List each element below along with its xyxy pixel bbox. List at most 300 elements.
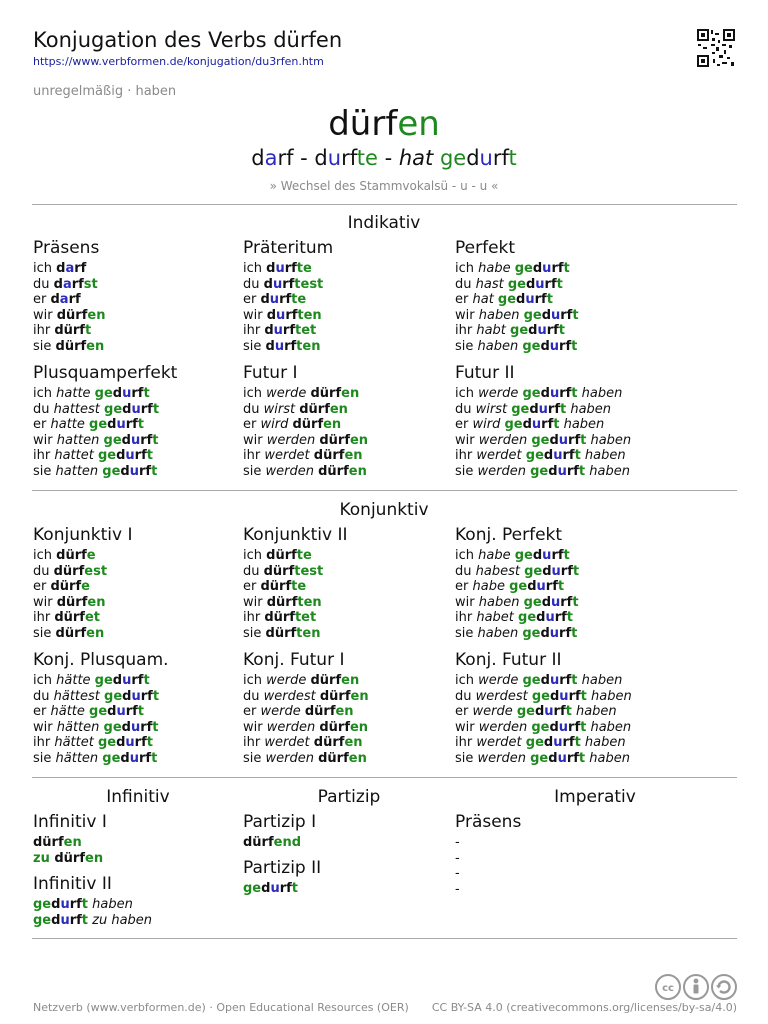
verb-form — [264, 610, 316, 625]
pronoun: er — [243, 417, 261, 433]
conjugation-line — [455, 433, 665, 449]
verb-segment: d — [529, 401, 539, 417]
verb-form — [102, 751, 157, 766]
tense-block-konjfutur2 — [455, 649, 665, 767]
auxiliary-verb: haben — [586, 688, 632, 704]
conjugation-line — [243, 386, 453, 402]
verb-segment: rf — [544, 276, 557, 292]
verb-segment: d — [543, 448, 554, 464]
pronoun: wir — [455, 594, 479, 610]
verb-segment: rf — [541, 417, 554, 433]
verb-form — [511, 402, 566, 417]
verb-segment: ge — [33, 897, 52, 912]
conjugation-line — [455, 261, 665, 277]
verb-segment: u — [125, 735, 135, 751]
verb-segment: u — [274, 338, 285, 354]
auxiliary-verb: haben — [559, 417, 605, 433]
verb-segment: u — [60, 897, 70, 912]
verb-segment: rf — [568, 688, 581, 704]
pronoun: ihr — [33, 323, 55, 339]
conjugation-line — [33, 579, 243, 595]
auxiliary-verb: haben — [478, 307, 524, 323]
verb-segment: t — [84, 323, 92, 339]
verb-segment: rf — [545, 579, 558, 595]
verb-segment: u — [538, 401, 548, 417]
section-title-partizip: Partizip — [317, 787, 381, 807]
verb-segment: d — [122, 401, 132, 417]
pronoun: ihr — [33, 735, 55, 751]
tense-title: Konj. Futur II — [455, 650, 562, 670]
pronoun: du — [33, 563, 54, 579]
verb-form — [531, 433, 586, 448]
auxiliary-verb: wirst — [263, 401, 300, 417]
verb-form — [526, 448, 581, 463]
conjugation-line — [455, 626, 665, 642]
verb-segment: d — [120, 750, 130, 766]
verb-form — [264, 323, 316, 338]
conjugation-line — [33, 433, 243, 449]
verb-segment: u — [545, 610, 555, 626]
verb-form — [509, 579, 564, 594]
auxiliary-verb: werdet — [476, 448, 526, 464]
conjugation-line — [243, 292, 453, 308]
verb-segment: tet — [294, 610, 317, 626]
auxiliary-verb: hat — [398, 146, 440, 170]
verb-segment: u — [549, 386, 560, 401]
verb-segment: d — [251, 146, 265, 170]
conjugation-line — [455, 564, 665, 580]
verb-form — [517, 704, 572, 719]
verb-segment: a — [62, 276, 72, 292]
verb-segment: rf — [341, 146, 357, 170]
auxiliary-verb: hatten — [56, 432, 104, 448]
conjugation-line — [455, 735, 665, 751]
verb-segment: d — [532, 548, 543, 563]
verb-segment: dürf — [50, 579, 82, 595]
conjugation-line — [455, 835, 665, 851]
verb-segment: t — [572, 563, 580, 579]
verb-segment: dürf — [319, 719, 350, 735]
verb-segment: dürf — [56, 594, 88, 610]
principal-part — [399, 146, 517, 170]
tense-title: Konjunktiv I — [33, 525, 133, 545]
auxiliary-verb: hätten — [55, 750, 103, 766]
verb-segment: rf — [566, 463, 579, 479]
auxiliary-verb: haben — [585, 750, 630, 766]
empty-form: - — [455, 881, 460, 897]
tense-block-partizip2 — [243, 857, 453, 897]
pronoun: du — [243, 688, 264, 704]
verb-segment: en — [341, 386, 360, 401]
verb-segment: en — [85, 850, 104, 866]
verb-segment: rf — [68, 292, 81, 308]
verb-segment: ge — [510, 323, 529, 339]
tense-title: Partizip II — [243, 858, 322, 878]
verb-form — [56, 626, 105, 641]
pronoun: ihr — [455, 448, 477, 464]
verb-segment: u — [269, 292, 280, 308]
conjugation-line — [243, 402, 453, 418]
verb-segment: rf — [551, 548, 564, 563]
pronoun: wir — [33, 432, 57, 448]
tense-block-praesens — [33, 237, 243, 355]
tense-block-infinitiv2 — [33, 873, 243, 928]
verb-segment: rf — [140, 688, 153, 704]
empty-form: - — [455, 835, 460, 850]
auxiliary-verb: werden — [478, 719, 532, 735]
pronoun: er — [243, 292, 261, 308]
svg-text:cc: cc — [662, 983, 674, 994]
verb-segment: d — [121, 432, 131, 448]
verb-form — [518, 610, 573, 625]
verb-segment: d — [543, 735, 554, 751]
verb-segment: ge — [104, 688, 123, 704]
verb-segment: d — [265, 338, 275, 354]
verb-properties: unregelmäßig · haben — [33, 84, 177, 99]
conjugation-line — [243, 323, 453, 339]
section-title-indikativ: Indikativ — [347, 213, 421, 233]
verb-segment: ge — [514, 548, 533, 563]
verb-segment: dürf — [53, 563, 85, 579]
verb-form — [299, 402, 348, 417]
conjugation-line — [455, 323, 665, 339]
auxiliary-verb: habe — [478, 261, 515, 276]
verb-segment: u — [327, 146, 342, 170]
verb-form — [54, 610, 100, 625]
verb-segment: en — [348, 750, 367, 766]
verb-segment: t — [146, 448, 153, 464]
verb-form — [526, 735, 581, 750]
verb-segment: rf — [546, 323, 559, 339]
pronoun: ihr — [243, 323, 265, 339]
tense-title: Plusquamperfekt — [33, 363, 178, 383]
verb-segment: d — [548, 463, 558, 479]
verb-segment: u — [131, 401, 141, 417]
pronoun: er — [243, 579, 261, 595]
verb-segment: ten — [296, 625, 321, 641]
conjugation-line — [243, 881, 453, 897]
conjugation-line — [455, 308, 665, 324]
verb-segment: t — [572, 307, 579, 323]
pronoun: er — [33, 417, 51, 433]
tense-title: Perfekt — [455, 238, 516, 258]
verb-segment: ge — [439, 146, 467, 170]
verb-form — [56, 339, 105, 354]
verb-form — [498, 292, 553, 307]
verb-form — [523, 673, 578, 688]
verb-segment: dürf — [318, 750, 349, 766]
conjugation-line — [455, 882, 665, 898]
auxiliary-verb: hättet — [54, 735, 98, 751]
verb-segment: ge — [507, 276, 526, 292]
tense-block-partizip1 — [243, 811, 453, 851]
verb-segment: d — [522, 417, 532, 433]
verb-segment: t — [143, 673, 150, 688]
verb-segment: t — [151, 750, 158, 766]
auxiliary-verb: werdest — [263, 688, 320, 704]
conjugation-line — [243, 448, 453, 464]
principal-part — [251, 146, 293, 170]
verb-form — [57, 595, 106, 610]
verb-segment: d — [534, 704, 545, 720]
verb-segment: t — [563, 261, 570, 276]
auxiliary-verb: hatte — [50, 417, 90, 433]
verb-segment: dürf — [56, 548, 87, 563]
auxiliary-verb: habe — [472, 579, 510, 595]
auxiliary-verb: werden — [477, 750, 531, 766]
verb-segment: dürf — [313, 448, 345, 464]
pronoun: wir — [455, 719, 479, 735]
verb-segment: rf — [562, 735, 575, 751]
pronoun: ich — [243, 386, 267, 401]
auxiliary-verb: haben — [586, 432, 632, 448]
verb-segment: d — [107, 417, 117, 433]
verb-segment: u — [549, 673, 560, 688]
verb-segment: d — [261, 881, 271, 896]
verb-segment: te — [291, 292, 307, 308]
verb-segment: u — [122, 386, 132, 401]
conjugation-line — [455, 704, 665, 720]
verb-segment: rf — [559, 338, 572, 354]
pronoun: du — [455, 563, 476, 579]
verb-form — [264, 564, 324, 579]
verb-segment: rf — [534, 292, 547, 308]
verb-form — [524, 595, 579, 610]
tense-title: Partizip I — [243, 812, 317, 832]
verb-segment: ge — [522, 625, 541, 641]
verb-segment: en — [86, 338, 105, 354]
verb-segment: t — [137, 704, 145, 720]
verb-form — [264, 277, 324, 292]
verb-segment: d — [120, 463, 130, 479]
auxiliary-verb: werde — [260, 704, 305, 720]
verb-segment: u — [558, 719, 569, 735]
tense-title: Futur I — [243, 363, 298, 383]
auxiliary-verb: hatten — [55, 463, 103, 479]
conjugation-line — [33, 851, 243, 867]
verb-segment: d — [528, 323, 538, 339]
verb-segment: rf — [279, 881, 292, 896]
pronoun: wir — [455, 432, 479, 448]
conjugation-line — [33, 417, 243, 433]
qr-code-icon — [696, 28, 736, 68]
pronoun: er — [33, 704, 51, 720]
conjugation-line — [243, 751, 453, 767]
verb-segment: te — [356, 146, 378, 170]
tense-title: Infinitiv I — [33, 812, 107, 832]
tense-block-konjperfekt — [455, 524, 665, 642]
verb-segment: dürf — [243, 835, 274, 850]
conjugation-line — [243, 339, 453, 355]
auxiliary-verb: haben — [586, 719, 632, 735]
pronoun: ihr — [243, 448, 265, 464]
verb-segment: d — [51, 897, 61, 912]
verb-segment: zu — [33, 850, 55, 866]
verb-segment: rf — [69, 912, 82, 928]
conjugation-line — [455, 689, 665, 705]
verb-segment: en — [86, 625, 105, 641]
auxiliary-verb: wird — [260, 417, 293, 433]
verb-form — [524, 308, 579, 323]
verb-segment: d — [540, 673, 550, 688]
verb-segment: d — [260, 292, 270, 308]
conjugation-line — [455, 673, 665, 689]
verb-segment: u — [122, 673, 132, 688]
verb-form — [531, 720, 586, 735]
pronoun: ihr — [33, 610, 55, 626]
creative-commons-license-icon — [654, 973, 738, 1001]
verb-segment: ge — [514, 261, 533, 276]
verb-segment: d — [264, 323, 274, 339]
verb-segment: u — [542, 548, 552, 563]
verb-form — [56, 548, 95, 563]
verb-segment: rf — [140, 401, 153, 417]
pronoun: du — [243, 563, 264, 579]
verb-segment: en — [341, 673, 360, 688]
divider — [32, 938, 737, 939]
auxiliary-verb: haben — [477, 338, 523, 354]
pronoun: ich — [455, 261, 479, 276]
verb-segment: te — [291, 579, 307, 595]
auxiliary-verb: werden — [478, 432, 532, 448]
verb-segment: u — [542, 261, 552, 276]
verb-segment: dürf — [292, 417, 324, 433]
verb-segment: u — [549, 338, 560, 354]
conjugation-line — [455, 610, 665, 626]
verb-segment: u — [551, 307, 561, 323]
verb-segment: rf — [492, 146, 509, 170]
auxiliary-verb: werde — [472, 704, 517, 720]
verb-segment: ge — [522, 386, 541, 401]
verb-segment: rf — [140, 432, 153, 448]
verb-segment: dürf — [33, 835, 64, 850]
verb-segment: en — [344, 448, 363, 464]
auxiliary-verb: hätte — [56, 673, 95, 688]
conjugation-line — [33, 261, 243, 277]
verb-segment: dürf — [264, 610, 295, 626]
verb-segment: d — [527, 579, 537, 595]
verb-form — [260, 579, 306, 594]
verb-form — [530, 464, 585, 479]
conjugation-line — [33, 339, 243, 355]
verb-segment: dürf — [265, 625, 297, 641]
auxiliary-verb: werdet — [264, 735, 314, 751]
source-url-link[interactable]: https://www.verbformen.de/konjugation/du3rfen.htm — [33, 55, 324, 68]
verb-segment: t — [151, 463, 158, 479]
conjugation-line — [243, 673, 453, 689]
verb-form — [54, 323, 91, 338]
verb-segment: u — [116, 417, 126, 433]
conjugation-line — [455, 464, 665, 480]
verb-segment: t — [291, 881, 298, 896]
tense-title: Konj. Perfekt — [455, 525, 563, 545]
verb-form — [311, 386, 360, 401]
pronoun: ich — [243, 548, 267, 563]
conjugation-line — [243, 704, 453, 720]
verb-form — [104, 433, 159, 448]
pronoun: ich — [33, 548, 57, 563]
pronoun: sie — [455, 625, 478, 641]
pronoun: ihr — [455, 735, 477, 751]
pronoun: ich — [243, 673, 267, 688]
auxiliary-verb: haben — [571, 704, 617, 720]
verb-form — [95, 386, 150, 401]
auxiliary-verb: haben — [580, 735, 626, 751]
conjugation-line — [455, 579, 665, 595]
auxiliary-verb: hatte — [56, 386, 95, 401]
conjugation-line — [33, 448, 243, 464]
conjugation-line — [33, 626, 243, 642]
verb-segment: rf — [139, 463, 152, 479]
auxiliary-verb: hättest — [53, 688, 105, 704]
verb-segment: t — [152, 432, 159, 448]
pronoun: ich — [455, 548, 479, 563]
pronoun: er — [455, 704, 473, 720]
verb-segment: t — [152, 688, 160, 704]
verb-segment: dürf — [54, 850, 85, 866]
pronoun: er — [33, 292, 51, 308]
verb-segment: u — [544, 704, 554, 720]
verb-segment: t — [560, 401, 567, 417]
auxiliary-verb: werde — [478, 386, 523, 401]
pronoun: wir — [33, 594, 57, 610]
auxiliary-verb: zu haben — [88, 912, 153, 928]
conjugation-line — [243, 308, 453, 324]
verb-segment: u — [129, 463, 139, 479]
verb-segment: ge — [89, 704, 108, 720]
conjugation-line — [243, 261, 453, 277]
verb-form — [530, 751, 585, 766]
verb-segment: ge — [497, 292, 517, 308]
verb-form — [267, 308, 322, 323]
pronoun: ihr — [455, 610, 477, 626]
pronoun: wir — [243, 432, 267, 448]
tense-block-futur2 — [455, 362, 665, 480]
conjugation-line — [455, 292, 665, 308]
conjugation-line — [455, 402, 665, 418]
pronoun: ihr — [455, 323, 477, 339]
pronoun: du — [33, 276, 54, 292]
verb-segment: d — [525, 276, 536, 292]
verb-form — [510, 323, 565, 338]
auxiliary-verb: haben — [580, 448, 626, 464]
conjugation-line — [455, 595, 665, 611]
page-title: Konjugation des Verbs dürfen — [33, 28, 343, 52]
verb-segment: u — [525, 292, 535, 308]
conjugation-line — [243, 595, 453, 611]
verb-segment: rf — [279, 292, 292, 308]
vowel-change-note: » Wechsel des Stammvokalsü - u - u « — [269, 179, 499, 193]
conjugation-line — [33, 277, 243, 293]
verb-segment: t — [571, 338, 578, 354]
verb-segment: rf — [568, 719, 581, 735]
conjugation-line — [455, 386, 665, 402]
verb-ending: en — [397, 104, 440, 144]
verb-segment: u — [129, 750, 139, 766]
conjugation-line — [243, 464, 453, 480]
verb-segment: a — [264, 146, 278, 170]
verb-segment: t — [578, 750, 586, 766]
verb-form — [54, 277, 98, 292]
verb-form — [33, 913, 88, 928]
verb-segment: ge — [504, 417, 523, 433]
verb-segment: rf — [125, 417, 138, 433]
section-title-konjunktiv: Konjunktiv — [339, 500, 429, 520]
verb-segment: test — [294, 563, 324, 579]
verb-segment: dürf — [54, 323, 85, 339]
verb-segment: ge — [522, 673, 541, 688]
verb-segment: t — [81, 912, 88, 928]
